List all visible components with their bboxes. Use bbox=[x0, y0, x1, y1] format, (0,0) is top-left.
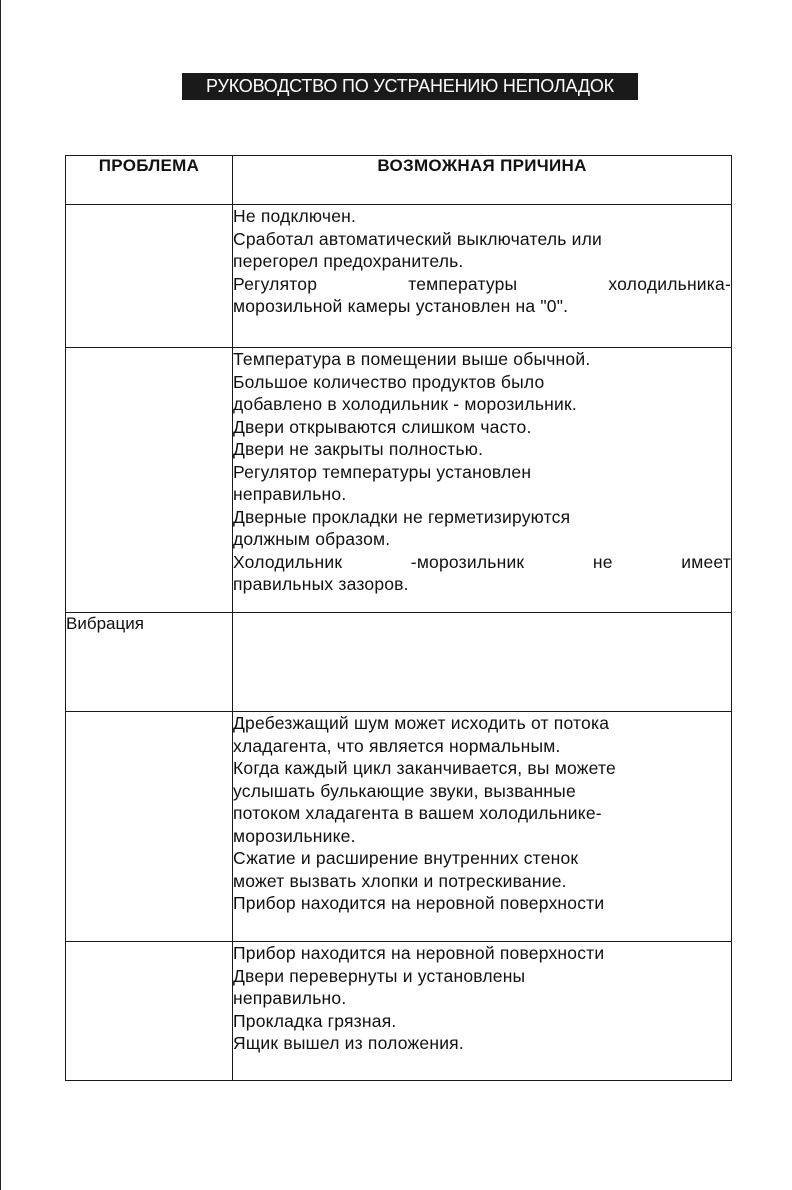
cause-line: добавлено в холодильник - морозильник. bbox=[233, 394, 577, 414]
page-title: РУКОВОДСТВО ПО УСТРАНЕНИЮ НЕПОЛАДОК bbox=[182, 73, 638, 100]
cause-line: Регулятор температуры установлен bbox=[233, 461, 532, 482]
cause-line: Ящик вышел из положения. bbox=[233, 1033, 464, 1053]
cause-line: Дверные прокладки не герметизируются bbox=[233, 506, 571, 527]
cause-cell bbox=[233, 712, 732, 942]
table-row bbox=[66, 613, 732, 712]
cause-line: перегорел предохранитель. bbox=[233, 251, 464, 271]
troubleshooting-table bbox=[65, 155, 732, 1081]
cause-line: Двери открываются слишком часто. bbox=[233, 416, 532, 437]
problem-cell bbox=[66, 348, 233, 613]
cause-line: Дребезжащий шум может исходить от потока bbox=[233, 713, 610, 733]
cause-line: потоком хладагента в вашем холодильнике- bbox=[233, 803, 602, 823]
cause-word: -морозильник bbox=[410, 551, 525, 572]
cause-line: может вызвать хлопки и потрескивание. bbox=[233, 870, 567, 891]
problem-cell bbox=[66, 205, 233, 348]
cause-line: Когда каждый цикл заканчивается, вы можете bbox=[233, 758, 616, 778]
cause-line: Большое количество продуктов было bbox=[233, 371, 545, 392]
cause-line: Сжатие и расширение внутренних стенок bbox=[233, 848, 579, 868]
problem-cell: Вибрация bbox=[66, 613, 233, 712]
cause-cell bbox=[233, 205, 732, 348]
cause-line: Двери не закрыты полностью. bbox=[233, 439, 484, 459]
column-header-cause: ВОЗМОЖНАЯ ПРИЧИНА bbox=[233, 156, 732, 205]
cause-line: хладагента, что является нормальным. bbox=[233, 735, 561, 756]
cause-line: Сработал автоматический выключатель или bbox=[233, 228, 603, 249]
problem-cell bbox=[66, 712, 233, 942]
cause-line-justified bbox=[233, 551, 731, 574]
cause-cell bbox=[233, 613, 732, 712]
table-row bbox=[66, 348, 732, 613]
cause-cell bbox=[233, 942, 732, 1081]
table-header-row bbox=[66, 156, 732, 205]
cause-word: имеет bbox=[681, 551, 731, 572]
cause-line: Двери перевернуты и установлены bbox=[233, 965, 526, 986]
cause-word: Регулятор bbox=[233, 273, 318, 294]
cause-word: не bbox=[592, 551, 613, 572]
cause-line: должным образом. bbox=[233, 529, 391, 549]
cause-line: Прокладка грязная. bbox=[233, 1010, 397, 1031]
page-left-edge bbox=[0, 0, 1, 1190]
cause-line: правильных зазоров. bbox=[233, 574, 409, 594]
cause-word: температуры bbox=[408, 273, 518, 294]
cause-line: неправильно. bbox=[233, 988, 347, 1008]
problem-cell bbox=[66, 942, 233, 1081]
cause-line: морозильнике. bbox=[233, 825, 356, 846]
cause-line: неправильно. bbox=[233, 484, 347, 504]
column-header-problem: ПРОБЛЕМА bbox=[66, 156, 233, 205]
cause-line-justified bbox=[233, 273, 731, 296]
cause-word: Холодильник bbox=[233, 551, 343, 572]
cause-line: морозильной камеры установлен на "0". bbox=[233, 296, 569, 316]
table-row bbox=[66, 942, 732, 1081]
cause-line: Температура в помещении выше обычной. bbox=[233, 349, 591, 369]
cause-line: услышать булькающие звуки, вызванные bbox=[233, 780, 576, 801]
cause-line: Не подключен. bbox=[233, 206, 357, 226]
cause-word: холодильника- bbox=[608, 273, 731, 294]
cause-line: Прибор находится на неровной поверхности bbox=[233, 893, 605, 913]
cause-cell bbox=[233, 348, 732, 613]
cause-line: Прибор находится на неровной поверхности bbox=[233, 943, 605, 963]
table-row bbox=[66, 205, 732, 348]
table-row bbox=[66, 712, 732, 942]
